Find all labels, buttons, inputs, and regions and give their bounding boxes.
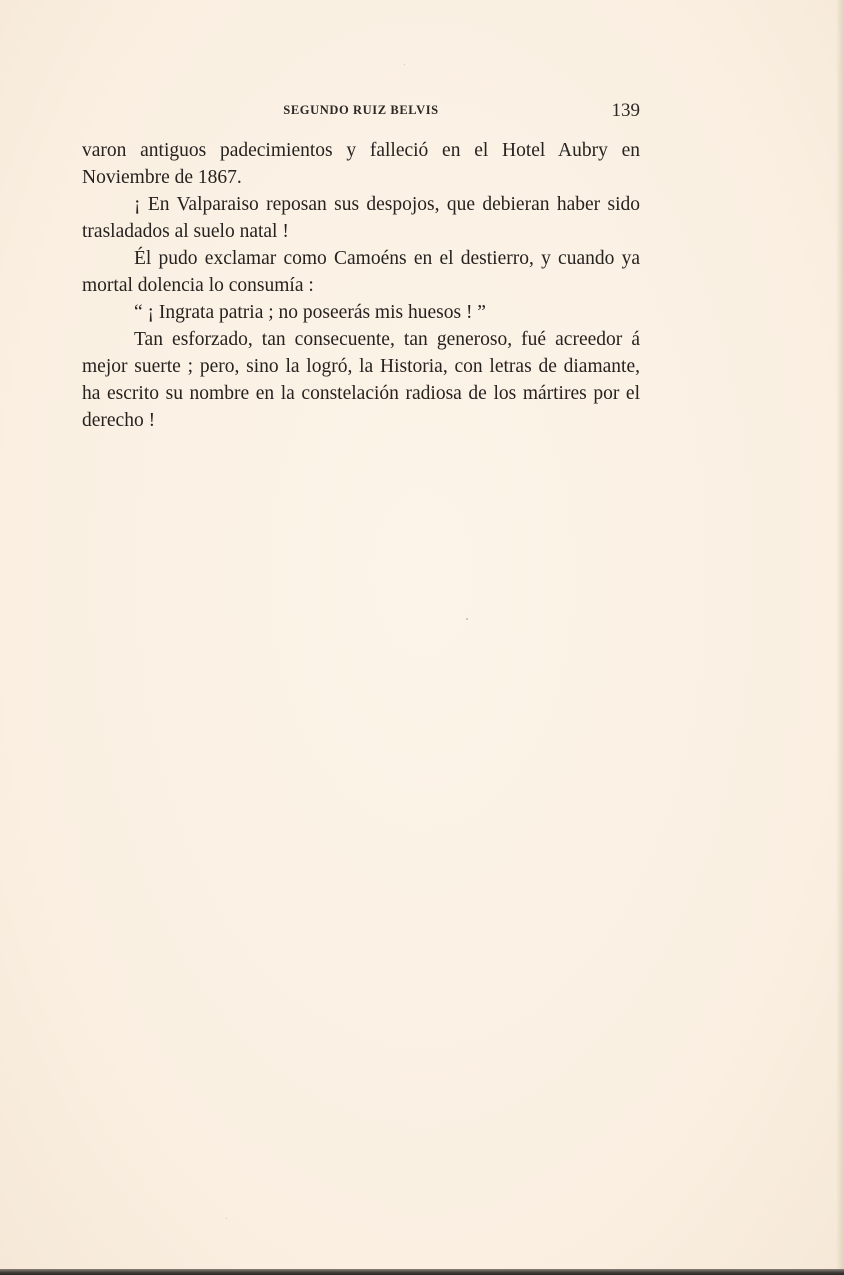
- paragraph-3: Él pudo exclamar como Camoéns en el destierro, y cuando ya mortal dolencia lo consumía :: [82, 248, 640, 296]
- paragraph-4: “ ¡ Ingrata patria ; no poseerás mis huesos ! ”: [134, 302, 486, 323]
- page-edge-shadow: [836, 0, 844, 1275]
- bottom-edge: [0, 1269, 844, 1275]
- paper-speck: [404, 64, 405, 65]
- page-header: [82, 100, 640, 126]
- paragraph-1: varon antiguos padecimientos y falleció en el Hotel Aubry en Noviembre de 1867.: [82, 140, 640, 188]
- paper-speck: [466, 618, 468, 620]
- paragraph-2: ¡ En Valparaiso reposan sus despojos, que debieran haber sido trasladados al suelo natal !: [82, 194, 640, 242]
- paper-speck: [226, 1218, 227, 1219]
- paragraph-5: Tan esforzado, tan consecuente, tan generoso, fué acreedor á mejor suerte ; pero, sino la logró, la Historia, con letras de diamante, ha escrito su nombre en la constelación radiosa de los mártires por el derecho !: [82, 329, 640, 431]
- body-text: [82, 137, 640, 434]
- running-head: SEGUNDO RUIZ BELVIS: [283, 103, 439, 117]
- page-number: 139: [611, 100, 640, 121]
